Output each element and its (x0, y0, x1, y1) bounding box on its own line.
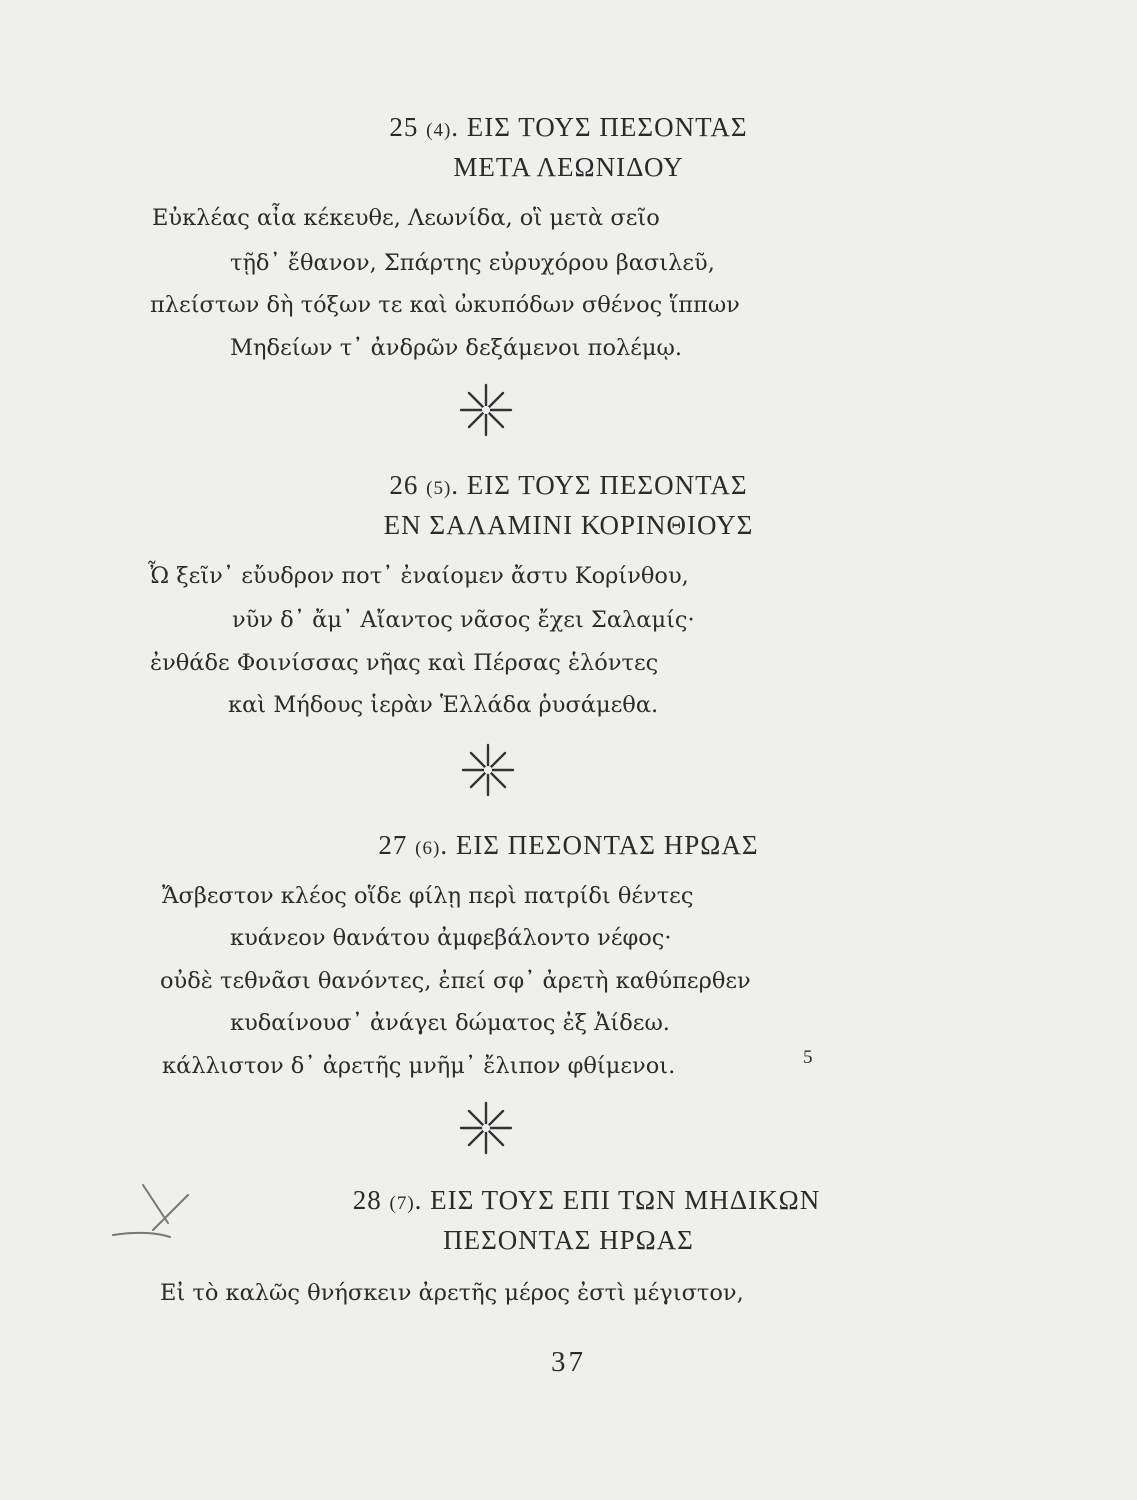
section-heading (0, 470, 1137, 501)
star-ornament-icon (458, 740, 518, 800)
verse-line: Ἄσβεστον κλέος οἵδε φίλῃ περὶ πατρίδι θέντες (162, 883, 694, 909)
verse-line: Εὐκλέας αἶα κέκευθε, Λεωνίδα, οἳ μετὰ σεῖο (152, 205, 660, 231)
section-subtitle: ΠΕΣΟΝΤΑΣ ΗΡΩΑΣ (443, 1225, 694, 1255)
section-number: 28 (352, 1185, 382, 1215)
verse-line: κυδαίνουσ᾽ ἀνάγει δώματος ἐξ Ἀίδεω. (230, 1010, 670, 1036)
verse-line: Εἰ τὸ καλῶς θνήσκειν ἀρετῆς μέρος ἐστὶ μέγιστον, (160, 1280, 744, 1306)
page-number: 37 (551, 1346, 586, 1378)
section-title: . ΕΙΣ ΤΟΥΣ ΠΕΣΟΝΤΑΣ (451, 112, 748, 142)
verse-line: κάλλιστον δ᾽ ἀρετῆς μνῆμ᾽ ἔλιπον φθίμενοι. (162, 1053, 676, 1079)
section-heading (18, 1185, 1137, 1216)
verse-line: ἐνθάδε Φοινίσσας νῆας καὶ Πέρσας ἑλόντες (150, 650, 659, 676)
section-number: 25 (389, 112, 419, 142)
verse-line: Ὦ ξεῖν᾽ εὔυδρον ποτ᾽ ἐναίομεν ἄστυ Κορίνθου, (148, 563, 689, 589)
star-ornament-icon (456, 380, 516, 440)
verse-line: νῦν δ᾽ ἄμ᾽ Αἴαντος νᾶσος ἔχει Σαλαμίς· (232, 607, 695, 633)
verse-line-number: 5 (803, 1047, 813, 1068)
section-subtitle: ΕΝ ΣΑΛΑΜΙΝΙ ΚΟΡΙΝΘΙΟΥΣ (383, 510, 754, 540)
verse-line: πλείστων δὴ τόξων τε καὶ ὠκυπόδων σθένος ἵππων (150, 292, 740, 318)
verse-line: τῇδ᾽ ἔθανον, Σπάρτης εὐρυχόρου βασιλεῦ, (230, 250, 715, 276)
section-subnumber: (4) (426, 120, 452, 141)
section-number: 26 (389, 470, 419, 500)
section-heading (0, 830, 1137, 861)
section-subnumber: (6) (415, 838, 441, 859)
section-subtitle: ΜΕΤΑ ΛΕΩΝΙΔΟΥ (453, 152, 684, 182)
section-number: 27 (378, 830, 408, 860)
verse-line: Μηδείων τ᾽ ἀνδρῶν δεξάμενοι πολέμῳ. (230, 335, 683, 361)
verse-line: κυάνεον θανάτου ἀμφεβάλοντο νέφος· (230, 925, 672, 951)
section-title: . ΕΙΣ ΤΟΥΣ ΠΕΣΟΝΤΑΣ (451, 470, 748, 500)
section-heading (0, 112, 1137, 143)
section-subnumber: (7) (389, 1193, 415, 1214)
section-title: . ΕΙΣ ΤΟΥΣ ΕΠΙ ΤΩΝ ΜΗΔΙΚΩΝ (414, 1185, 821, 1215)
section-subnumber: (5) (426, 478, 452, 499)
verse-line: καὶ Μήδους ἱερὰν Ἑλλάδα ῥυσάμεθα. (228, 692, 659, 718)
verse-line: οὐδὲ τεθνᾶσι θανόντες, ἐπεί σφ᾽ ἀρετὴ καθύπερθεν (160, 968, 751, 994)
star-ornament-icon (456, 1098, 516, 1158)
section-title: . ΕΙΣ ΠΕΣΟΝΤΑΣ ΗΡΩΑΣ (440, 830, 759, 860)
